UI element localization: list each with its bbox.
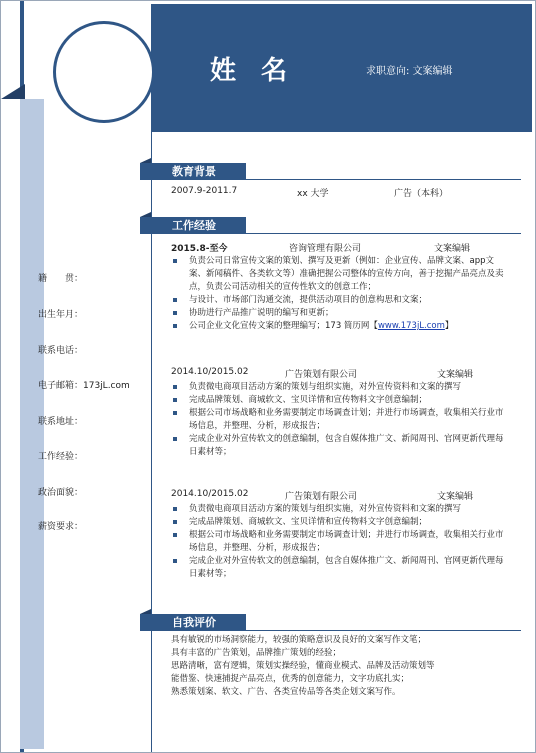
field-email: 电子邮箱：173jL.com [38,381,130,391]
edu-period: 2007.9-2011.7 [171,186,238,196]
edu-school: xx 大学 [297,189,329,199]
job-company: 广告策划有限公司 [285,370,358,380]
duty-item: 负责微电商项目活动方案的策划与组织实施，对外宣传资料和文案的撰写 [171,381,507,394]
section-title-self-eval: 自我评价 [140,614,246,631]
edu-major: 广告（本科） [394,189,449,199]
duty-item: 负责微电商项目活动方案的策划与组织实施，对外宣传资料和文案的撰写 [171,503,507,516]
job-duties [171,255,507,333]
duty-item: 完成品牌策划、商城软文、宝贝详情和宣传物料文字创意编制； [171,516,507,529]
duty-item: 完成企业对外宣传软文的创意编制，包含自媒体推广文、新闻周刊、官网更新代理每日素材等； [171,433,507,459]
duty-item: 完成企业对外宣传软文的创意编制，包含自媒体推广文、新闻周刊、官网更新代理每日素材等； [171,555,507,581]
candidate-name: 姓 名 [210,56,296,86]
job-duties [171,503,507,581]
job-period: 2015.8-至今 [171,244,228,254]
job-role: 文案编辑 [434,244,471,254]
job-company: 广告策划有限公司 [285,492,358,502]
section-underline [151,179,521,180]
duty-item: 协助进行产品推广说明的编写和更新； [171,307,507,320]
section-underline [151,630,521,631]
duty-item: 根据公司市场战略和业务需要制定市场调查计划；并进行市场调查，收集相关行业市场信息，并整理、分析，形成报告； [171,529,507,555]
job-duties [171,381,507,459]
field-experience: 工作经验： [38,452,84,462]
field-address: 联系地址： [38,417,84,427]
self-eval-text [171,634,511,699]
job-period: 2014.10/2015.02 [171,489,249,499]
job-target: 求职意向: 文案编辑 [366,66,453,77]
eval-line: 熟悉策划案、软文、广告、各类宣传品等各类企划文案写作。 [171,687,401,697]
duty-text: 公司企业文化宣传文案的整理编写；173 简历网【 [189,321,378,331]
section-title-education: 教育背景 [140,163,246,180]
job-period: 2014.10/2015.02 [171,367,249,377]
duty-text-close: 】 [444,321,454,331]
duty-item: 负责公司日常宣传文案的策划、撰写及更新（例如：企业宣传、品牌文案、app文案、新闻稿件、各类软文等）准确把握公司整体的宣传方向，善于挖掘产品亮点及卖点，负责公司活动相关的宣传性软文的创意工作； [171,255,507,294]
field-political-status: 政治面貌： [38,488,84,498]
duty-item [171,320,507,333]
eval-line: 具有丰富的广告策划，品牌推广策划的经验； [171,648,342,658]
photo-placeholder [53,21,155,123]
field-birthdate: 出生年月： [38,310,84,320]
eval-line: 具有敏锐的市场洞察能力，较强的策略意识及良好的文案写作文笔； [171,635,427,645]
duty-item: 与设计、市场部门沟通交流，提供活动项目的创意构思和文案； [171,294,507,307]
field-hometown: 籍 贯： [38,274,84,284]
header-banner [151,4,532,132]
eval-line: 思路清晰，富有逻辑，策划实操经验，懂商业模式、品牌及活动策划等 [171,661,435,671]
job-role: 文案编辑 [437,492,474,502]
job-company: 咨询管理有限公司 [289,244,362,254]
job-role: 文案编辑 [437,370,474,380]
sidebar-tab-decoration [1,84,25,99]
field-salary: 薪资要求： [38,522,84,532]
website-link[interactable]: www.173jL.com [377,321,445,331]
eval-line: 能借鉴、快速捕捉产品亮点，优秀的创意能力，文字功底扎实； [171,674,410,684]
section-underline [151,233,521,234]
field-phone: 联系电话： [38,346,84,356]
duty-item: 根据公司市场战略和业务需要制定市场调查计划；并进行市场调查，收集相关行业市场信息，并整理、分析，形成报告； [171,407,507,433]
duty-item: 完成品牌策划、商城软文、宝贝详情和宣传物料文字创意编制； [171,394,507,407]
section-title-work: 工作经验 [140,217,246,234]
